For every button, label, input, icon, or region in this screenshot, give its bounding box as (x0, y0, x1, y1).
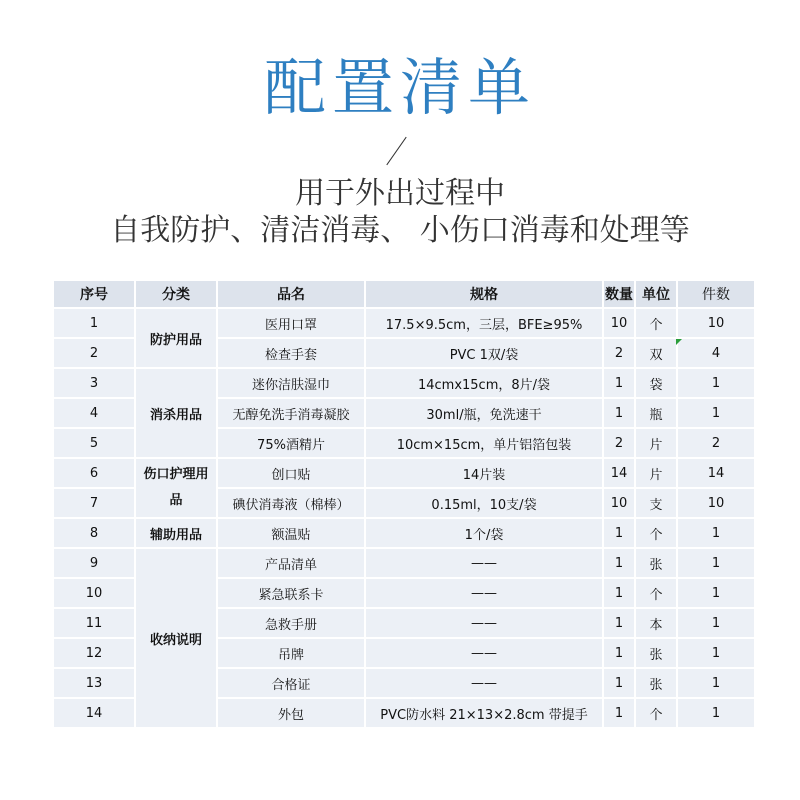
cell-qty: 10 (604, 489, 634, 517)
cell-name: 合格证 (218, 669, 364, 697)
cell-spec: 17.5×9.5cm，三层，BFE≥95% (366, 309, 602, 337)
cell-spec: 14cmx15cm，8片/袋 (366, 369, 602, 397)
cell-spec: —— (366, 639, 602, 667)
cell-no: 8 (54, 519, 134, 547)
cell-unit: 袋 (636, 369, 676, 397)
cell-qty: 1 (604, 669, 634, 697)
cell-name: 外包 (218, 699, 364, 727)
cell-spec: 10cm×15cm，单片铝箔包装 (366, 429, 602, 457)
cell-no: 6 (54, 459, 134, 487)
cell-qty: 1 (604, 549, 634, 577)
cell-spec: 14片装 (366, 459, 602, 487)
cell-spec: 30ml/瓶，免洗速干 (366, 399, 602, 427)
cell-name: 产品清单 (218, 549, 364, 577)
cell-no: 14 (54, 699, 134, 727)
cell-name: 医用口罩 (218, 309, 364, 337)
table-row (54, 519, 754, 547)
cell-unit: 支 (636, 489, 676, 517)
cell-no: 2 (54, 339, 134, 367)
table-header-row (54, 281, 754, 307)
cell-spec: —— (366, 609, 602, 637)
cell-name: 75%酒精片 (218, 429, 364, 457)
config-table (52, 279, 756, 729)
cell-unit: 本 (636, 609, 676, 637)
cell-unit: 张 (636, 639, 676, 667)
cell-no: 5 (54, 429, 134, 457)
cell-name: 碘伏消毒液（棉棒） (218, 489, 364, 517)
page-title: 配置清单 (263, 51, 536, 124)
table-row (54, 459, 754, 487)
cell-no: 9 (54, 549, 134, 577)
cell-unit: 个 (636, 579, 676, 607)
cell-no: 12 (54, 639, 134, 667)
cell-pieces: 1 (678, 369, 754, 397)
cell-unit: 张 (636, 549, 676, 577)
cell-no: 4 (54, 399, 134, 427)
cell-no: 3 (54, 369, 134, 397)
cell-qty: 10 (604, 309, 634, 337)
cell-qty: 1 (604, 639, 634, 667)
cell-pieces: 1 (678, 519, 754, 547)
cell-pieces: 10 (678, 489, 754, 517)
cell-corner-marker (676, 339, 682, 345)
cell-name: 紧急联系卡 (218, 579, 364, 607)
table-row (54, 369, 754, 397)
header-category: 分类 (136, 281, 216, 307)
header-spec: 规格 (366, 281, 602, 307)
cell-name: 创口贴 (218, 459, 364, 487)
cell-qty: 2 (604, 339, 634, 367)
cell-unit: 个 (636, 309, 676, 337)
cell-no: 10 (54, 579, 134, 607)
cell-spec: —— (366, 669, 602, 697)
cell-qty: 1 (604, 369, 634, 397)
cell-pieces: 1 (678, 609, 754, 637)
cell-qty: 1 (604, 699, 634, 727)
cell-unit: 张 (636, 669, 676, 697)
header-pieces: 件数 (678, 281, 754, 307)
cell-pieces: 1 (678, 639, 754, 667)
cell-pieces: 1 (678, 669, 754, 697)
table-row (54, 309, 754, 337)
header-name: 品名 (218, 281, 364, 307)
cell-name: 吊牌 (218, 639, 364, 667)
cell-pieces: 2 (678, 429, 754, 457)
cell-spec: PVC 1双/袋 (366, 339, 602, 367)
cell-qty: 1 (604, 399, 634, 427)
cell-pieces: 14 (678, 459, 754, 487)
cell-pieces: 1 (678, 549, 754, 577)
cell-pieces: 1 (678, 579, 754, 607)
category-cell: 辅助用品 (136, 519, 216, 547)
cell-spec: —— (366, 579, 602, 607)
category-cell: 消杀用品 (136, 369, 216, 457)
cell-name: 急救手册 (218, 609, 364, 637)
category-cell: 防护用品 (136, 309, 216, 367)
cell-spec: 1个/袋 (366, 519, 602, 547)
divider-slash (386, 137, 406, 165)
subtitle-line-1: 用于外出过程中 (295, 176, 505, 211)
subtitle-line-2: 自我防护、清洁消毒、 小伤口消毒和处理等 (110, 213, 690, 248)
header-no: 序号 (54, 281, 134, 307)
cell-qty: 1 (604, 519, 634, 547)
cell-unit: 瓶 (636, 399, 676, 427)
cell-qty: 2 (604, 429, 634, 457)
cell-spec: PVC防水料 21×13×2.8cm 带提手 (366, 699, 602, 727)
table-row (54, 549, 754, 577)
cell-qty: 14 (604, 459, 634, 487)
cell-no: 11 (54, 609, 134, 637)
cell-no: 13 (54, 669, 134, 697)
cell-pieces: 1 (678, 699, 754, 727)
cell-no: 7 (54, 489, 134, 517)
cell-qty: 1 (604, 609, 634, 637)
category-cell: 收纳说明 (136, 549, 216, 727)
cell-spec: 0.15ml，10支/袋 (366, 489, 602, 517)
cell-unit: 片 (636, 459, 676, 487)
cell-unit: 片 (636, 429, 676, 457)
cell-pieces: 10 (678, 309, 754, 337)
cell-name: 迷你洁肤湿巾 (218, 369, 364, 397)
cell-unit: 双 (636, 339, 676, 367)
header-unit: 单位 (636, 281, 676, 307)
cell-unit: 个 (636, 699, 676, 727)
cell-spec: —— (366, 549, 602, 577)
header-qty: 数量 (604, 281, 634, 307)
cell-pieces: 1 (678, 399, 754, 427)
cell-name: 检查手套 (218, 339, 364, 367)
cell-name: 无醇免洗手消毒凝胶 (218, 399, 364, 427)
cell-qty: 1 (604, 579, 634, 607)
cell-no: 1 (54, 309, 134, 337)
category-cell: 伤口护理用品 (136, 459, 216, 517)
cell-pieces: 4 (678, 339, 754, 367)
cell-unit: 个 (636, 519, 676, 547)
cell-name: 额温贴 (218, 519, 364, 547)
